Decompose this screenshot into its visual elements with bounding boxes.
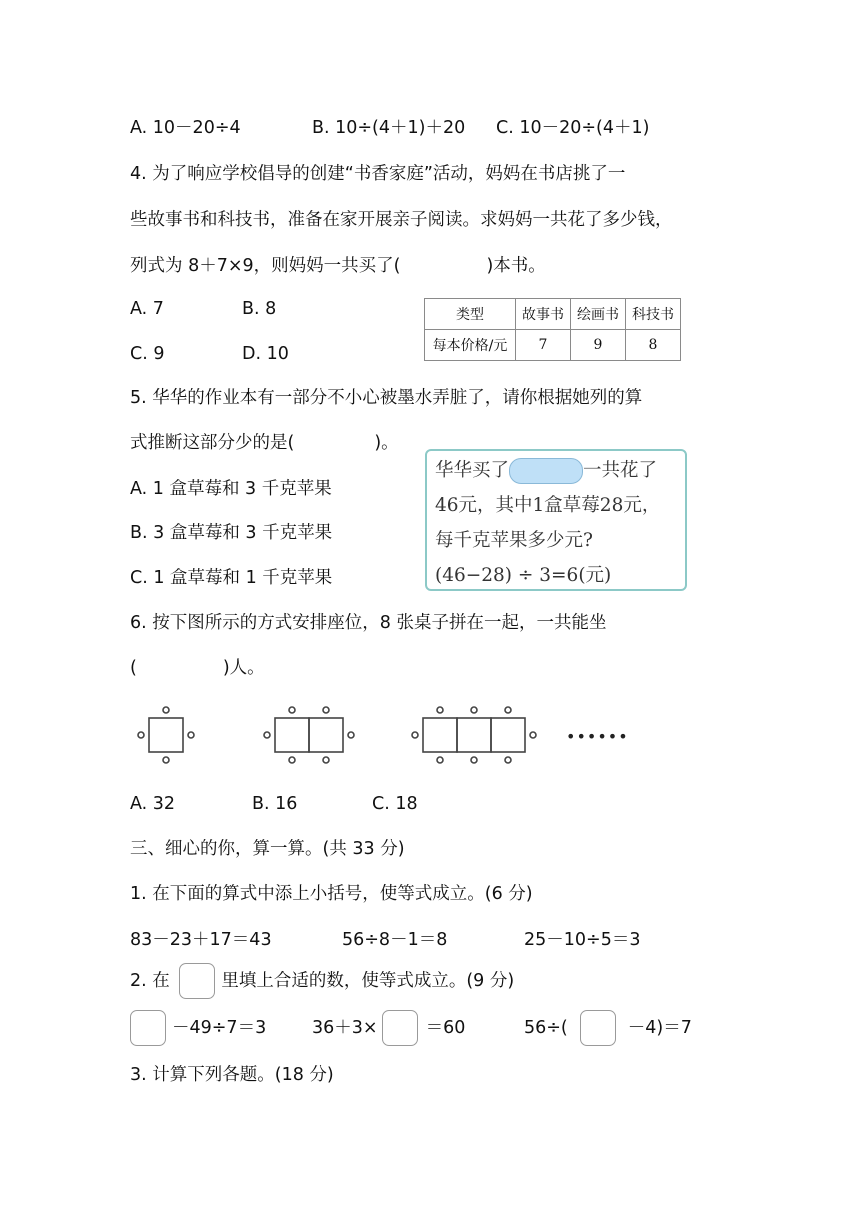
seat [437,707,443,713]
price-table-header: 科技书 [626,299,681,330]
answer-box[interactable] [580,1010,616,1046]
ink-blot [509,458,583,484]
price-table-cell: 7 [516,330,571,361]
note-line-1-post: 一共花了 [583,460,658,481]
q5-line-1: 5. 华华的作业本有一部分不小心被墨水弄脏了，请你根据她列的算 [130,388,643,408]
q5-line-2-post: )。 [374,433,399,453]
s3-problem-2-pre: 2. 在 [130,971,170,991]
seat [530,732,536,738]
homework-note [425,449,687,591]
s3-equation-3: 25－10÷5＝3 [524,930,641,950]
s3-fill-2 [312,1010,465,1046]
seat [163,757,169,763]
s3-fill-3-pre: 56÷( [524,1018,568,1038]
price-table-header: 类型 [425,299,516,330]
seat [289,707,295,713]
q5-line-2-pre: 式推断这部分少的是( [130,433,295,453]
seat [412,732,418,738]
price-table-row-label: 每本价格/元 [425,330,516,361]
note-line-1-pre: 华华买了 [435,460,510,481]
q4-option-a: A. 7 [130,299,164,319]
q6-option-b: B. 16 [252,794,298,814]
seat [348,732,354,738]
answer-box[interactable] [130,1010,166,1046]
seat [323,757,329,763]
q3-option-a: A. 10－20÷4 [130,118,241,138]
q4-line-2: 些故事书和科技书，准备在家开展亲子阅读。求妈妈一共花了多少钱， [130,210,673,230]
desk [457,718,491,752]
s3-fill-2-post: ＝60 [425,1018,466,1038]
s3-fill-1-post: －49÷7＝3 [172,1018,267,1038]
q5-line-2 [130,431,399,455]
q4-line-3-pre: 列式为 8＋7×9，则妈妈一共买了( [130,256,401,276]
q4-line-3 [130,254,546,278]
q4-option-c: C. 9 [130,344,165,364]
q4-option-d: D. 10 [242,344,289,364]
seat [138,732,144,738]
price-table [424,298,681,361]
price-table-cell: 9 [571,330,626,361]
s3-equation-2: 56÷8－1＝8 [342,930,448,950]
price-table-header: 绘画书 [571,299,626,330]
desk [149,718,183,752]
s3-problem-2-post: 里填上合适的数，使等式成立。(9 分) [221,971,515,991]
note-line-1 [435,453,685,488]
q4-option-b: B. 8 [242,299,277,319]
q6-line-1: 6. 按下图所示的方式安排座位，8 张桌子拼在一起，一共能坐 [130,613,607,633]
s3-equation-1: 83－23＋17＝43 [130,930,272,950]
s3-fill-3 [524,1010,692,1046]
price-table-header: 故事书 [516,299,571,330]
desk [309,718,343,752]
answer-box [179,963,215,999]
seat [437,757,443,763]
note-line-3: 每千克苹果多少元? [435,530,593,551]
q5-option-b: B. 3 盒草莓和 3 千克苹果 [130,523,333,543]
q4-line-1: 4. 为了响应学校倡导的创建“书香家庭”活动，妈妈在书店挑了一 [130,164,626,184]
s3-fill-3-post: －4)＝7 [627,1018,692,1038]
s3-fill-2-pre: 36＋3× [312,1018,378,1038]
answer-box[interactable] [382,1010,418,1046]
q5-option-a: A. 1 盒草莓和 3 千克苹果 [130,479,332,499]
q3-option-b: B. 10÷(4＋1)＋20 [312,118,466,138]
q4-line-3-post: )本书。 [486,256,546,276]
seat [289,757,295,763]
q3-option-c: C. 10－20÷(4＋1) [496,118,650,138]
desk [275,718,309,752]
ellipsis: •••••• [566,727,629,746]
q6-option-c: C. 18 [372,794,418,814]
seat [471,757,477,763]
q6-line-2 [130,656,265,680]
desk-arrangement-figure [130,700,650,772]
note-line-4: (46−28) ÷ 3=6(元) [435,565,612,586]
s3-problem-1: 1. 在下面的算式中添上小括号，使等式成立。(6 分) [130,884,533,904]
desk [423,718,457,752]
note-line-2: 46元，其中1盒草莓28元， [435,495,661,516]
seat [323,707,329,713]
q6-line-2-post: )人。 [222,658,265,678]
seat [163,707,169,713]
s3-fill-1 [130,1010,266,1046]
q6-option-a: A. 32 [130,794,176,814]
seat [471,707,477,713]
seat [188,732,194,738]
seat [264,732,270,738]
q6-line-2-pre: ( [130,658,137,678]
price-table-cell: 8 [626,330,681,361]
seat [505,757,511,763]
seat [505,707,511,713]
q5-option-c: C. 1 盒草莓和 1 千克苹果 [130,568,333,588]
section-3-title: 三、细心的你，算一算。(共 33 分) [130,839,405,859]
s3-problem-2 [130,963,514,999]
s3-problem-3: 3. 计算下列各题。(18 分) [130,1065,334,1085]
desk [491,718,525,752]
